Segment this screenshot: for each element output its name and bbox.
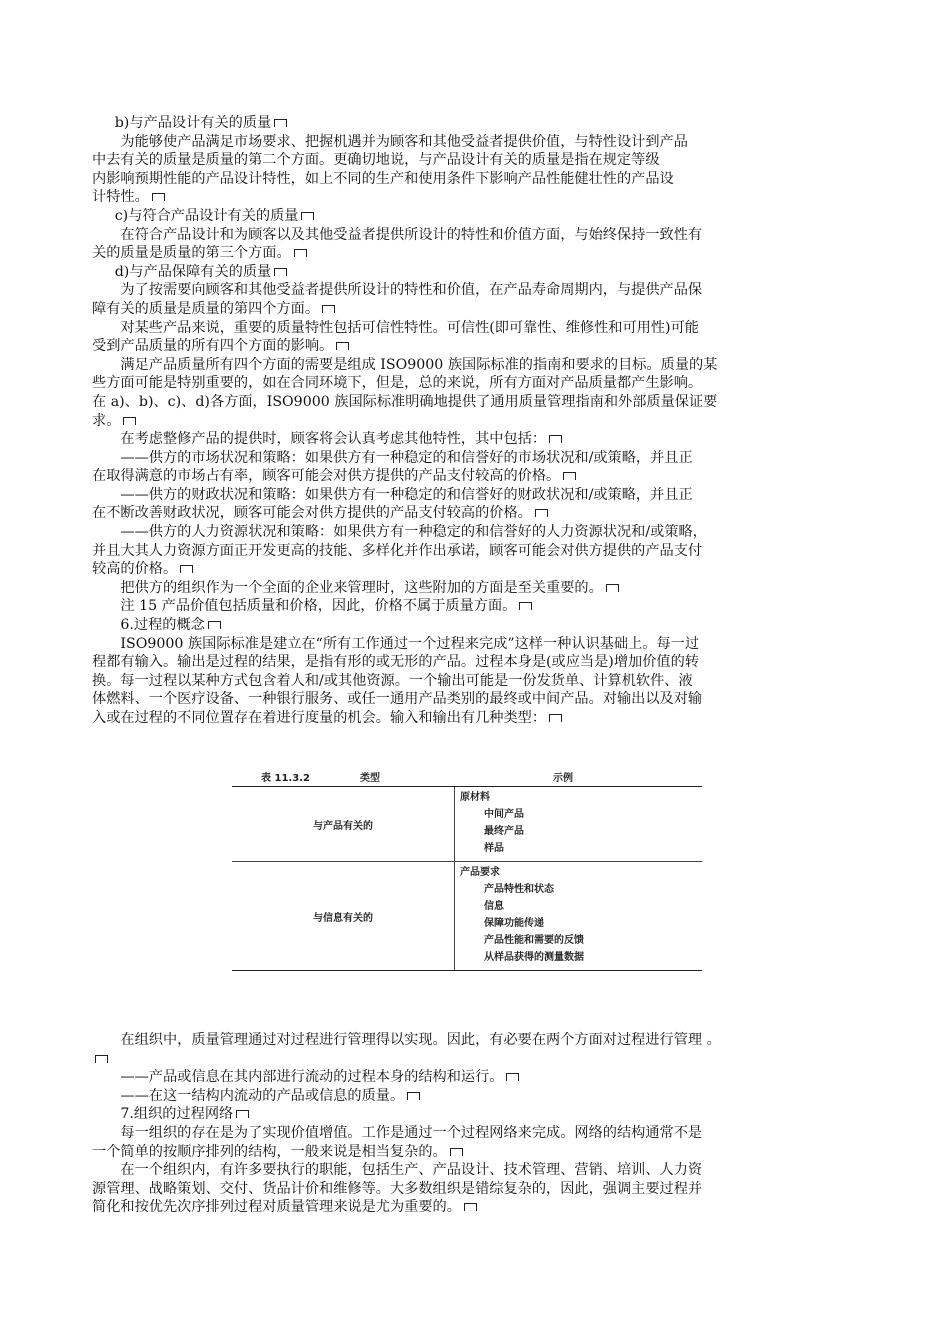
paragraph-text: 为了按需要向顾客和其他受益者提供所设计的特性和价值，在产品寿命周期内，与提供产品保 障有关的质量是质量的第四个方面。 [92, 282, 703, 317]
paragraph-text: 在一个组织内，有许多要执行的职能，包括生产、产品设计、技术管理、营销、培训、人力资 源管理、战略策划、交付、货品计价和维修等。大多数组织是错综复杂的，因此，强调主要过程并 简化和按优先次序排列过程对质量管理来说是尤为重要的。 [92, 1162, 703, 1216]
example-item: 产品特性和状态 [484, 884, 554, 895]
column-header-type: 类型 [360, 773, 380, 784]
paragraph [92, 1087, 827, 1106]
paragraph-mark-icon [180, 565, 193, 573]
paragraph [92, 523, 827, 579]
paragraph [92, 1105, 827, 1124]
paragraph-mark-icon [208, 621, 221, 629]
paragraph-text: 满足产品质量所有四个方面的需要是组成 ISO9000 族国际标准的指南和要求的目标。质量的某 些方面可能是特别重要的，如在合同环境下，但是，总的来说，所有方面对产品质量都产生影响。 在 a)、b)、c)、d)各方面，ISO9000 族国际标准明确地提供了通用质量管理指南和外部质量保证要 求。 [92, 356, 718, 429]
paragraph-text: 对某些产品来说，重要的质量特性包括可信性特性。可信性(即可靠性、维修性和可用性)可能 受到产品质量的所有四个方面的影响。 [92, 319, 699, 355]
example-item: 产品性能和需要的反馈 [484, 935, 584, 946]
paragraph [92, 319, 827, 356]
paragraph [92, 579, 827, 598]
paragraph-mark-icon [301, 212, 314, 220]
paragraph [92, 486, 827, 523]
example-item: 信息 [484, 901, 504, 912]
body-text-top [92, 114, 827, 728]
paragraph-text: 为能够使产品满足市场要求、把握机遇并为顾客和其他受益者提供价值，与特性设计到产品 中去有关的质量是质量的第二个方面。更确切地说，与产品设计有关的质量是指在规定等级 内影响预期性能的产品设计特性，如上不同的生产和使用条件下影响产品性能健壮性的产品设 计特性。 [92, 133, 688, 206]
table-cell-examples [454, 862, 702, 970]
paragraph-mark-icon [152, 193, 165, 201]
example-item: 保障功能传递 [484, 918, 544, 929]
paragraph-mark-icon [274, 268, 287, 276]
table-header [232, 769, 702, 786]
paragraph-text: ——在这一结构内流动的产品或信息的质量。 [120, 1087, 405, 1104]
paragraph-mark-icon [549, 435, 562, 443]
table-row [232, 787, 702, 861]
column-header-example: 示例 [553, 773, 573, 784]
example-item: 中间产品 [484, 809, 524, 820]
paragraph-text: b)与产品设计有关的质量 [114, 115, 272, 131]
paragraph-text: d)与产品保障有关的质量 [114, 263, 272, 280]
paragraph [92, 207, 827, 226]
paragraph-text: 每一组织的存在是为了实现价值增值。工作是通过一个过程网络来完成。网络的结构通常不是 一个简单的按顺序排列的结构，一般来说是相当复杂的。 [92, 1124, 703, 1160]
paragraph-mark-icon [506, 1073, 519, 1081]
document-page-lower [92, 1031, 827, 1217]
paragraph-mark-icon [123, 417, 136, 425]
paragraph-text: 在符合产品设计和为顾客以及其他受益者提供所设计的特性和价值方面，与始终保持一致性有 关的质量是质量的第三个方面。 [92, 226, 703, 262]
paragraph-mark-icon [95, 1055, 108, 1063]
paragraph [92, 114, 827, 133]
body-text-bottom [92, 1031, 827, 1217]
paragraph-mark-icon [236, 1110, 249, 1118]
paragraph-text: ISO9000 族国际标准是建立在“所有工作通过一个过程来完成”这样一种认识基础上。每一过 程都有输入。输出是过程的结果，是指有形的或无形的产品。过程本身是(或应当是)增加价值的转 换。每一过程以某种方式包含着人和/或其他资源。一个输出可能是一份发货单、计算机软件、液 体燃料、一个医疗设备、一种银行服务、或任一通用产品类别的最终或中间产品。对输出以及对输 入或在过程的不同位置存在着进行度量的机会。输入和输出有几种类型： [92, 635, 703, 726]
paragraph [92, 281, 827, 318]
paragraph-text: 6.过程的概念 [120, 617, 205, 634]
example-item: 从样品获得的测量数据 [484, 952, 584, 963]
paragraph [92, 356, 827, 430]
paragraph-text: ——供方的财政状况和策略：如果供方有一种稳定的和信誉好的财政状况和/或策略，并且正 在不断改善财政状况，顾客可能会对供方提供的产品支付较高的价格。 [92, 486, 693, 522]
paragraph [92, 1068, 827, 1087]
paragraph-mark-icon [549, 714, 562, 722]
paragraph-text: ——产品或信息在其内部进行流动的过程本身的结构和运行。 [120, 1069, 504, 1086]
paragraph-text: 7.组织的过程网络 [120, 1106, 234, 1123]
paragraph-mark-icon [606, 584, 619, 592]
paragraph [92, 430, 827, 449]
paragraph [92, 263, 827, 282]
document-page [92, 114, 827, 728]
paragraph-mark-icon [274, 119, 287, 127]
table-row [232, 862, 702, 970]
paragraph [92, 449, 827, 486]
paragraph-text: 在考虑整修产品的提供时，顾客将会认真考虑其他特性，其中包括： [120, 431, 547, 448]
paragraph-text: 注 15 产品价值包括质量和价格，因此，价格不属于质量方面。 [120, 598, 517, 615]
paragraph-mark-icon [407, 1092, 420, 1100]
paragraph-text: 把供方的组织作为一个全面的企业来管理时，这些附加的方面是至关重要的。 [120, 579, 603, 596]
table-11-3-2 [232, 769, 702, 971]
paragraph [92, 1031, 827, 1068]
table-caption: 表 11.3.2 [261, 773, 310, 784]
paragraph-text: ——供方的人力资源状况和策略：如果供方有一种稳定的和信誉好的人力资源状况和/或策略， 并且大其人力资源方面正开发更高的技能、多样化并作出承诺，顾客可能会对供方提供的产品支付 较高的价格。 [92, 524, 707, 578]
paragraph [92, 597, 827, 616]
paragraph [92, 133, 827, 207]
example-item: 样品 [484, 843, 504, 854]
paragraph [92, 1161, 827, 1217]
paragraph [92, 635, 827, 728]
paragraph-mark-icon [450, 1148, 463, 1156]
paragraph-text: ——供方的市场状况和策略：如果供方有一种稳定的和信誉好的市场状况和/或策略，并且正 在取得满意的市场占有率，顾客可能会对供方提供的产品支付较高的价格。 [92, 449, 693, 485]
table-cell-examples [454, 787, 702, 861]
paragraph-mark-icon [322, 305, 335, 313]
table-body [232, 787, 702, 970]
paragraph [92, 226, 827, 263]
example-heading: 原材料 [460, 792, 490, 803]
example-heading: 产品要求 [460, 867, 500, 878]
table-cell-type: 与产品有关的 [313, 820, 373, 832]
table-rule [232, 970, 702, 971]
example-item: 最终产品 [484, 826, 524, 837]
paragraph-text: 在组织中，质量管理通过对过程进行管理得以实现。因此，有必要在两个方面对过程进行管理 。 [120, 1032, 721, 1048]
paragraph-mark-icon [535, 509, 548, 517]
paragraph [92, 1124, 827, 1161]
paragraph-mark-icon [464, 1203, 477, 1211]
paragraph-mark-icon [519, 602, 532, 610]
paragraph-mark-icon [336, 342, 349, 350]
paragraph [92, 616, 827, 635]
paragraph-mark-icon [294, 249, 307, 257]
table-cell-type: 与信息有关的 [313, 912, 373, 924]
paragraph-mark-icon [563, 472, 576, 480]
paragraph-text: c)与符合产品设计有关的质量 [114, 207, 299, 224]
